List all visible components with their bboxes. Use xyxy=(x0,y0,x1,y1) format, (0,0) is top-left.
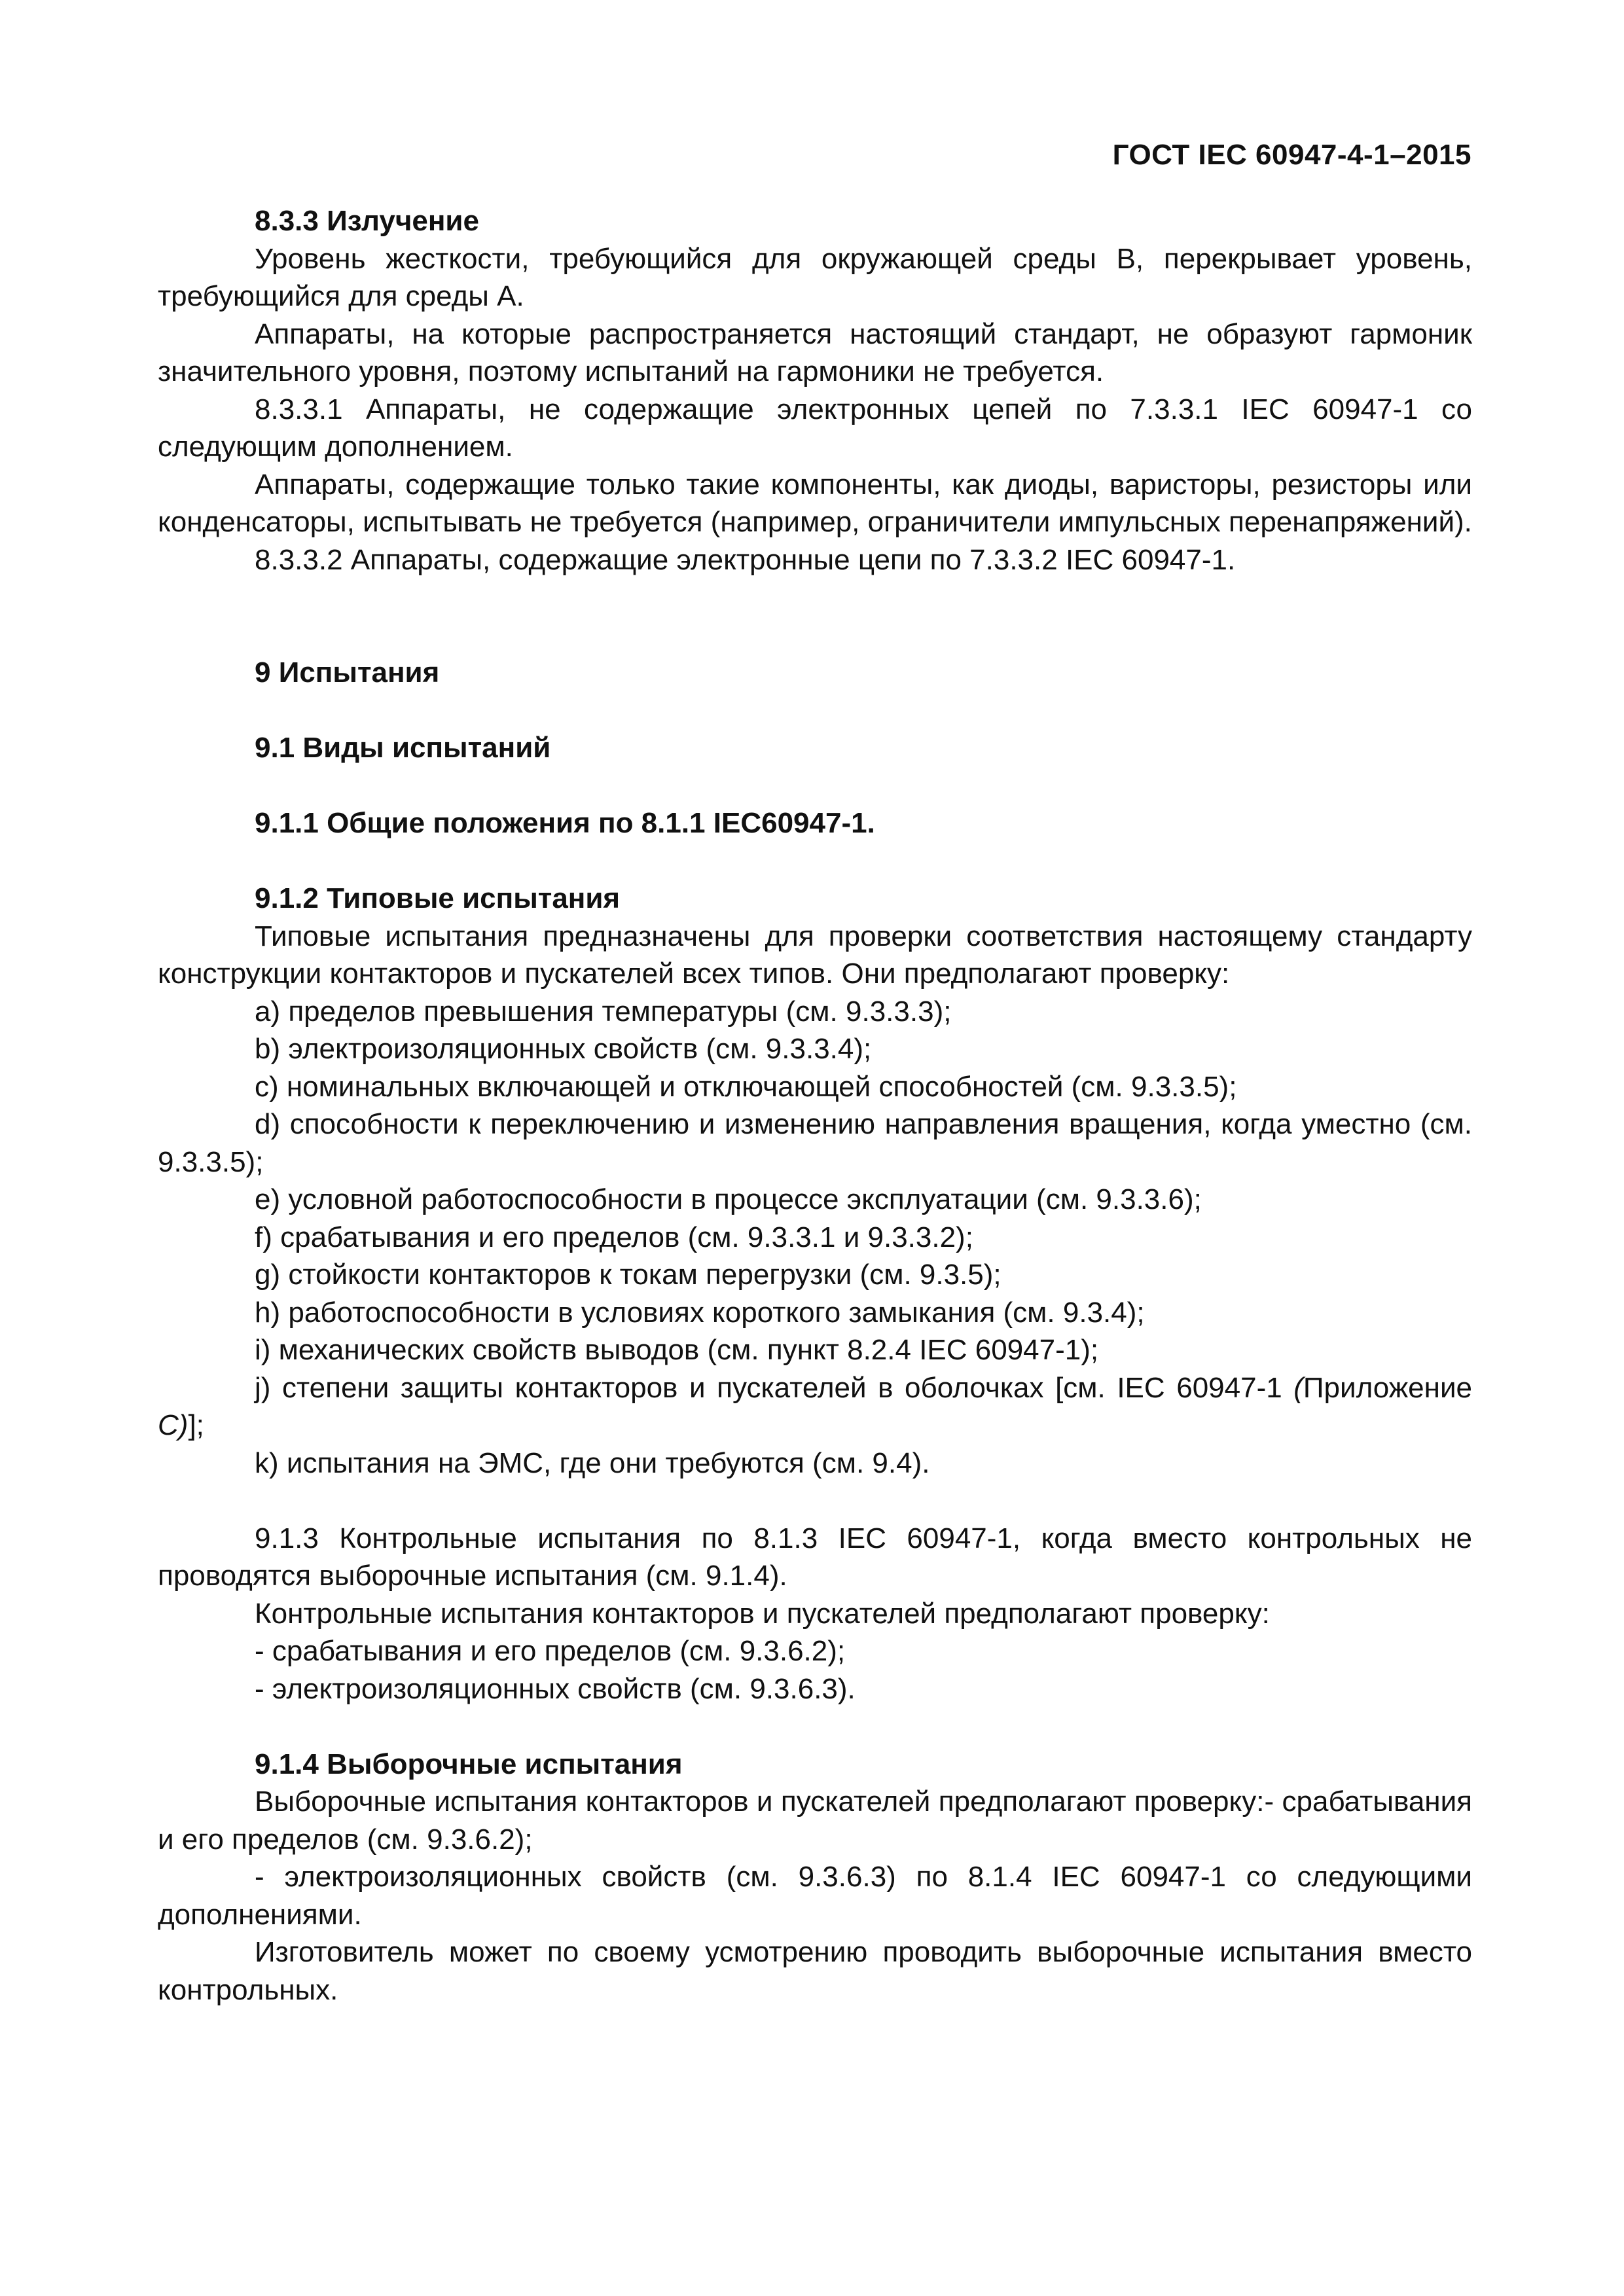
paragraph: - электроизоляционных свойств (см. 9.3.6.3) по 8.1.4 IEC 60947-1 со следующими дополнениями. xyxy=(158,1861,1472,1931)
list-item-j-end: ]; xyxy=(188,1409,204,1441)
section-9-1-heading: 9.1 Виды испытаний xyxy=(255,732,551,764)
section-8-3-3-heading: 8.3.3 Излучение xyxy=(255,205,479,237)
list-item: d) способности к переключению и изменению направления вращения, когда уместно (см. 9.3.3.5); xyxy=(158,1108,1472,1178)
spacer xyxy=(158,1708,1472,1746)
list-item: i) механических свойств выводов (см. пункт 8.2.4 IEC 60947-1); xyxy=(255,1334,1099,1366)
spacer xyxy=(158,1482,1472,1520)
spacer xyxy=(158,692,1472,730)
section-9-1-4-heading: 9.1.4 Выборочные испытания xyxy=(255,1748,683,1780)
list-item: с) номинальных включающей и отключающей способностей (см. 9.3.3.5); xyxy=(255,1070,1237,1103)
paragraph: Изготовитель может по своему усмотрению проводить выборочные испытания вместо контрольных. xyxy=(158,1936,1472,2006)
section-9-1-3-paragraph: 9.1.3 Контрольные испытания по 8.1.3 IEC 60947-1, когда вместо контрольных не проводятся выборочные испытания (см. 9.1.4). xyxy=(158,1522,1472,1592)
paragraph: Типовые испытания предназначены для проверки соответствия настоящему стандарту конструкции контакторов и пускателей всех типов. Они предполагают проверку: xyxy=(158,920,1472,990)
list-item xyxy=(158,1369,1472,1444)
spacer xyxy=(158,842,1472,880)
section-9-1-1-heading: 9.1.1 Общие положения по 8.1.1 IEC60947-1. xyxy=(255,807,875,839)
list-item: b) электроизоляционных свойств (см. 9.3.3.4); xyxy=(255,1033,872,1065)
spacer xyxy=(158,767,1472,805)
list-item: k) испытания на ЭМС, где они требуются (см. 9.4). xyxy=(255,1446,930,1479)
paragraph: Аппараты, содержащие только такие компоненты, как диоды, варисторы, резисторы или конденсаторы, испытывать не требуется (например, ограничители импульсных перенапряжений). xyxy=(158,468,1472,538)
spacer xyxy=(158,579,1472,654)
list-item: f) срабатывания и его пределов (см. 9.3.3.1 и 9.3.3.2); xyxy=(255,1221,973,1253)
list-item: - срабатывания и его пределов (см. 9.3.6.2); xyxy=(255,1635,846,1667)
paragraph: Контрольные испытания контакторов и пускателей предполагают проверку: xyxy=(255,1597,1270,1630)
document-body xyxy=(158,202,1472,2009)
list-item: е) условной работоспособности в процессе эксплуатации (см. 9.3.3.6); xyxy=(255,1183,1202,1215)
paragraph: Уровень жесткости, требующийся для окружающей среды В, перекрывает уровень, требующийся для среды А. xyxy=(158,242,1472,312)
list-item: g) стойкости контакторов к токам перегрузки (см. 9.3.5); xyxy=(255,1259,1001,1291)
list-item: h) работоспособности в условиях короткого замыкания (см. 9.3.4); xyxy=(255,1296,1145,1329)
paragraph: 8.3.3.2 Аппараты, содержащие электронные цепи по 7.3.3.2 IEC 60947-1. xyxy=(255,543,1236,576)
list-item: а) пределов превышения температуры (см. 9.3.3.3); xyxy=(255,995,952,1028)
list-item: - электроизоляционных свойств (см. 9.3.6.3). xyxy=(255,1672,856,1705)
list-item-j-text: j) степени защиты контакторов и пускателей в оболочках [см. IEC 60947-1 xyxy=(255,1371,1294,1404)
section-9-1-2-heading: 9.1.2 Типовые испытания xyxy=(255,882,621,914)
list-item-j-annex-letter: С) xyxy=(158,1409,189,1441)
paragraph: 8.3.3.1 Аппараты, не содержащие электронных цепей по 7.3.3.1 IEC 60947-1 со следующим дополнением. xyxy=(158,393,1472,463)
section-9-heading: 9 Испытания xyxy=(255,656,440,689)
list-item-j-annex: Приложение xyxy=(1303,1371,1472,1404)
list-item-j-paren: ( xyxy=(1293,1371,1303,1404)
document-header-standard-id: ГОСТ IEC 60947-4-1–2015 xyxy=(1112,139,1471,171)
paragraph: Аппараты, на которые распространяется настоящий стандарт, не образуют гармоник значительного уровня, поэтому испытаний на гармоники не требуется. xyxy=(158,317,1472,387)
paragraph: Выборочные испытания контакторов и пускателей предполагают проверку:- срабатывания и его пределов (см. 9.3.6.2); xyxy=(158,1785,1472,1856)
